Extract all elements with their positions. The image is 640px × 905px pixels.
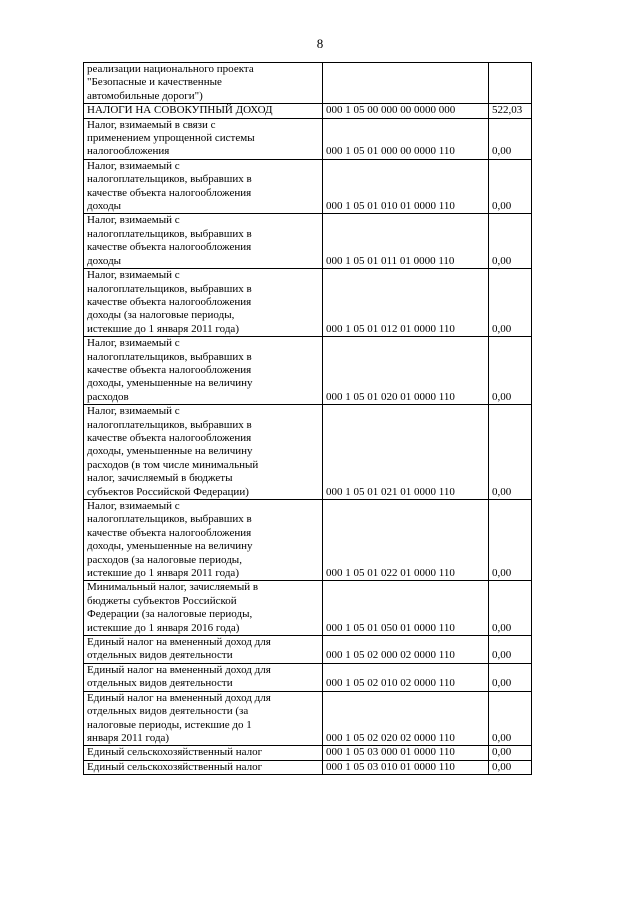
table-row bbox=[84, 405, 532, 500]
table-row bbox=[84, 663, 532, 691]
row-name-cell: Налог, взимаемый с налогоплательщиков, выбравших в качестве объекта налогообложения доходы, уменьшенные на величину расходов (за налоговые периоды, истекшие до 1 января 2011 года) bbox=[84, 500, 323, 581]
row-value-cell: 0,00 bbox=[489, 636, 532, 664]
row-code-cell: 000 1 05 03 000 01 0000 110 bbox=[323, 746, 489, 760]
row-value-cell bbox=[489, 63, 532, 104]
page-number: 8 bbox=[316, 36, 324, 51]
row-name-cell: Минимальный налог, зачисляемый в бюджеты субъектов Российской Федерации (за налоговые периоды, истекшие до 1 января 2016 года) bbox=[84, 581, 323, 636]
row-code-cell: 000 1 05 01 011 01 0000 110 bbox=[323, 214, 489, 269]
row-value-cell: 0,00 bbox=[489, 159, 532, 214]
row-code-cell: 000 1 05 01 022 01 0000 110 bbox=[323, 500, 489, 581]
row-code-cell: 000 1 05 02 010 02 0000 110 bbox=[323, 663, 489, 691]
row-code-cell: 000 1 05 02 020 02 0000 110 bbox=[323, 691, 489, 746]
row-value-cell: 0,00 bbox=[489, 691, 532, 746]
row-name-cell: Единый налог на вмененный доход для отдельных видов деятельности bbox=[84, 663, 323, 691]
table-row bbox=[84, 581, 532, 636]
row-value-cell: 0,00 bbox=[489, 405, 532, 500]
row-code-cell: 000 1 05 01 021 01 0000 110 bbox=[323, 405, 489, 500]
revenue-table bbox=[83, 62, 532, 775]
row-code-cell bbox=[323, 63, 489, 104]
row-value-cell: 522,03 bbox=[489, 104, 532, 118]
row-name-cell: Единый сельскохозяйственный налог bbox=[84, 746, 323, 760]
table-row bbox=[84, 269, 532, 337]
row-name-cell: реализации национального проекта "Безопасные и качественные автомобильные дороги") bbox=[84, 63, 323, 104]
table-row bbox=[84, 104, 532, 118]
row-name-cell: Налог, взимаемый с налогоплательщиков, выбравших в качестве объекта налогообложения доходы bbox=[84, 214, 323, 269]
row-value-cell: 0,00 bbox=[489, 337, 532, 405]
row-value-cell: 0,00 bbox=[489, 214, 532, 269]
table-row bbox=[84, 691, 532, 746]
table-row bbox=[84, 118, 532, 159]
row-name-cell: НАЛОГИ НА СОВОКУПНЫЙ ДОХОД bbox=[84, 104, 323, 118]
row-name-cell: Налог, взимаемый с налогоплательщиков, выбравших в качестве объекта налогообложения доходы, уменьшенные на величину расходов bbox=[84, 337, 323, 405]
row-value-cell: 0,00 bbox=[489, 746, 532, 760]
row-code-cell: 000 1 05 01 020 01 0000 110 bbox=[323, 337, 489, 405]
row-name-cell: Налог, взимаемый в связи с применением упрощенной системы налогообложения bbox=[84, 118, 323, 159]
row-name-cell: Налог, взимаемый с налогоплательщиков, выбравших в качестве объекта налогообложения доходы bbox=[84, 159, 323, 214]
table-row bbox=[84, 159, 532, 214]
table-row bbox=[84, 636, 532, 664]
row-value-cell: 0,00 bbox=[489, 581, 532, 636]
row-value-cell: 0,00 bbox=[489, 663, 532, 691]
row-code-cell: 000 1 05 00 000 00 0000 000 bbox=[323, 104, 489, 118]
row-value-cell: 0,00 bbox=[489, 500, 532, 581]
row-name-cell: Единый налог на вмененный доход для отдельных видов деятельности (за налоговые периоды, истекшие до 1 января 2011 года) bbox=[84, 691, 323, 746]
row-code-cell: 000 1 05 01 000 00 0000 110 bbox=[323, 118, 489, 159]
table-row bbox=[84, 500, 532, 581]
row-value-cell: 0,00 bbox=[489, 760, 532, 774]
table-row bbox=[84, 760, 532, 774]
row-code-cell: 000 1 05 02 000 02 0000 110 bbox=[323, 636, 489, 664]
row-name-cell: Налог, взимаемый с налогоплательщиков, выбравших в качестве объекта налогообложения доходы, уменьшенные на величину расходов (в том числе минимальный налог, зачисляемый в бюджеты субъектов Российской Федерации) bbox=[84, 405, 323, 500]
row-code-cell: 000 1 05 01 010 01 0000 110 bbox=[323, 159, 489, 214]
row-name-cell: Единый налог на вмененный доход для отдельных видов деятельности bbox=[84, 636, 323, 664]
table-row bbox=[84, 214, 532, 269]
row-code-cell: 000 1 05 01 050 01 0000 110 bbox=[323, 581, 489, 636]
table-row bbox=[84, 337, 532, 405]
row-code-cell: 000 1 05 03 010 01 0000 110 bbox=[323, 760, 489, 774]
row-value-cell: 0,00 bbox=[489, 269, 532, 337]
row-code-cell: 000 1 05 01 012 01 0000 110 bbox=[323, 269, 489, 337]
row-name-cell: Налог, взимаемый с налогоплательщиков, выбравших в качестве объекта налогообложения доходы (за налоговые периоды, истекшие до 1 января 2011 года) bbox=[84, 269, 323, 337]
table-row bbox=[84, 63, 532, 104]
row-value-cell: 0,00 bbox=[489, 118, 532, 159]
row-name-cell: Единый сельскохозяйственный налог bbox=[84, 760, 323, 774]
table-row bbox=[84, 746, 532, 760]
